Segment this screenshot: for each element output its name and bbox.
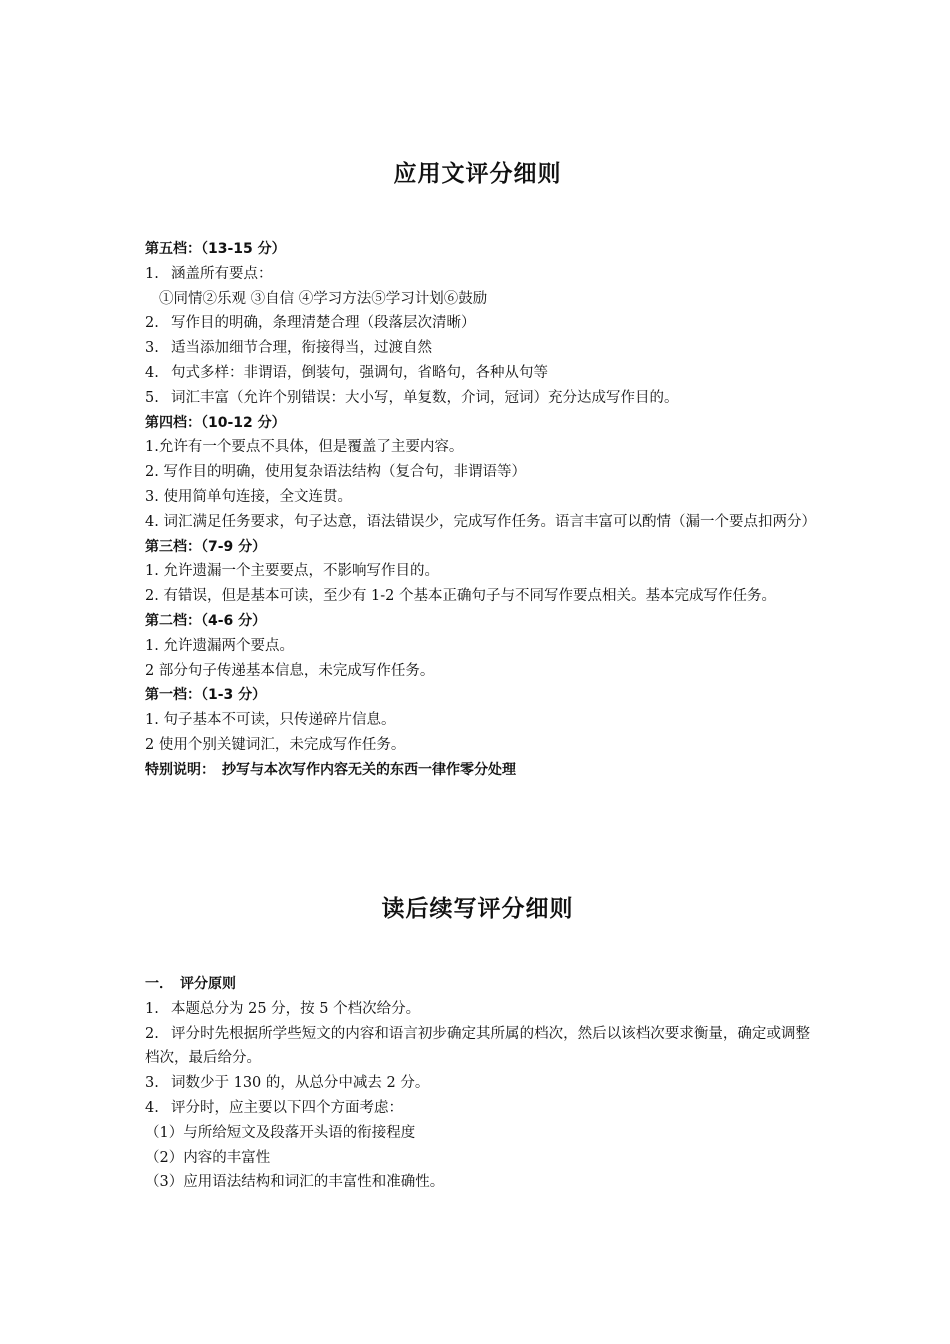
tier5-item-3-text: 适当添加细节合理，衔接得当，过渡自然 (171, 340, 432, 357)
section-title-applied-writing: 应用文评分细则 (393, 161, 562, 187)
criterion-2: （2）内容的丰富性 (145, 1149, 271, 1166)
tier5-item-5 (145, 386, 810, 411)
principle-3-number: 3. (145, 1075, 159, 1092)
criterion-1: （1）与所给短文及段落开头语的衔接程度 (145, 1124, 416, 1141)
tier5-item-5-number: 5. (145, 389, 159, 406)
tier5-item-4-number: 4. (145, 364, 159, 381)
principle-2-text: 评分时先根据所学些短文的内容和语言初步确定其所属的档次，然后以该档次要求衡量，确定或调整档次，最后给分。 (145, 1025, 810, 1067)
tier4-item-1: 1.允许有一个要点不具体，但是覆盖了主要内容。 (145, 439, 464, 456)
tier5-item-1 (145, 262, 810, 287)
applied-writing-rubric (145, 237, 816, 783)
tier1-item-1: 1. 句子基本不可读，只传递碎片信息。 (145, 712, 396, 729)
principle-4-number: 4. (145, 1099, 159, 1116)
principle-1-number: 1. (145, 1000, 159, 1017)
principle-3 (145, 1071, 810, 1096)
section-title-continuation-writing: 读后续写评分细则 (381, 896, 574, 922)
tier3-heading: 第三档：（7-9 分） (145, 538, 267, 555)
principle-4 (145, 1096, 810, 1121)
continuation-writing-rubric (145, 972, 810, 1195)
tier5-item-2-text: 写作目的明确，条理清楚合理（段落层次清晰） (171, 315, 476, 332)
tier5-item-1-text: 涵盖所有要点： (171, 265, 273, 282)
principle-2-number: 2. (145, 1025, 159, 1042)
principle-4-text: 评分时，应主要以下四个方面考虑： (171, 1099, 403, 1116)
tier5-key-points: ①同情②乐观 ③自信 ④学习方法⑤学习计划⑥鼓励 (159, 290, 488, 307)
tier5-heading: 第五档：（13-15 分） (145, 241, 286, 257)
tier5-item-5-text: 词汇丰富（允许个别错误：大小写，单复数，介词，冠词）充分达成写作目的。 (171, 389, 679, 406)
tier5-item-4 (145, 361, 810, 386)
tier5-item-3 (145, 336, 810, 361)
tier2-heading: 第二档：（4-6 分） (145, 612, 267, 629)
tier4-heading: 第四档：（10-12 分） (145, 414, 286, 431)
special-note: 特别说明： 抄写与本次写作内容无关的东西一律作零分处理 (145, 761, 516, 778)
principle-1 (145, 997, 810, 1022)
tier5-item-2 (145, 311, 810, 336)
principle-2 (145, 1022, 810, 1072)
tier5-item-1-number: 1. (145, 265, 159, 282)
tier4-item-4: 4. 词汇满足任务要求，句子达意，语法错误少，完成写作任务。语言丰富可以酌情（漏一个要点扣两分） (145, 513, 816, 530)
principle-3-text: 词数少于 130 的，从总分中减去 2 分。 (171, 1075, 430, 1092)
tier5-item-2-number: 2. (145, 315, 159, 332)
principle-1-text: 本题总分为 25 分，按 5 个档次给分。 (171, 1000, 421, 1017)
tier4-item-2: 2. 写作目的明确，使用复杂语法结构（复合句，非谓语等） (145, 464, 526, 481)
principles-heading: 一． 评分原则 (145, 976, 236, 992)
tier2-item-2: 2 部分句子传递基本信息，未完成写作任务。 (145, 662, 435, 679)
tier3-item-2: 2. 有错误，但是基本可读，至少有 1-2 个基本正确句子与不同写作要点相关。基本完成写作任务。 (145, 588, 777, 605)
tier1-item-2: 2 使用个别关键词汇，未完成写作任务。 (145, 736, 406, 753)
tier5-item-3-number: 3. (145, 340, 159, 357)
tier5-item-4-text: 句式多样：非谓语，倒装句，强调句，省略句，各种从句等 (171, 364, 548, 381)
criterion-3: （3）应用语法结构和词汇的丰富性和准确性。 (145, 1174, 445, 1191)
tier2-item-1: 1. 允许遗漏两个要点。 (145, 637, 294, 654)
tier4-item-3: 3. 使用简单句连接，全文连贯。 (145, 488, 352, 505)
tier1-heading: 第一档：（1-3 分） (145, 687, 267, 704)
tier3-item-1: 1. 允许遗漏一个主要要点，不影响写作目的。 (145, 563, 439, 580)
